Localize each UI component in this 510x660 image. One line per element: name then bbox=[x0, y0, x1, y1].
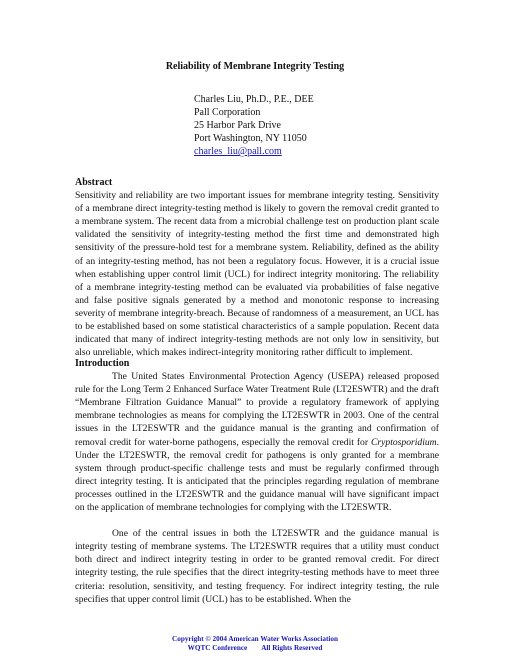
introduction-paragraph-1 bbox=[75, 370, 439, 514]
author-organization: Pall Corporation bbox=[194, 107, 261, 118]
paper-title: Reliability of Membrane Integrity Testing bbox=[165, 61, 345, 72]
abstract-heading: Abstract bbox=[75, 177, 113, 188]
author-email-link[interactable]: charles_liu@pall.com bbox=[194, 146, 282, 157]
footer-conference: WQTC Conference bbox=[187, 644, 248, 652]
author-block bbox=[194, 93, 414, 158]
author-address-line1: 25 Harbor Park Drive bbox=[194, 120, 281, 131]
intro-p1-text-a: The United States Environmental Protection Agency (USEPA) released proposed rule for the Long Term 2 Enhanced Surface Water Treatment Rule (LT2ESWTR) and the draft “Membrane Filtration Guidance Manual” to provide a regulatory framework of applying membrane technologies as means for complying the LT2ESWTR in 2003. One of the central issues in the LT2ESWTR and the guidance manual is the granting and confirmation of removal credit for water-borne pathogens, especially the removal credit for bbox=[75, 371, 439, 448]
introduction-section bbox=[75, 357, 439, 606]
intro-p1-italic-term: Cryptosporidium bbox=[371, 436, 437, 448]
paragraph-gap bbox=[75, 514, 439, 527]
abstract-section bbox=[75, 176, 439, 359]
footer-copyright: Copyright © 2004 American Water Works Association bbox=[172, 635, 338, 643]
introduction-heading: Introduction bbox=[75, 358, 130, 369]
intro-p1-text-b: . Under the LT2ESWTR, the removal credit for pathogens is only granted for a membrane system through product-specific challenge tests and must be regularly confirmed through direct integrity testing. It is anticipated that the principles regarding regulation of membrane processes outlined in the LT2ESWTR and the guidance manual will have significant impact on the application of membrane technologies for complying with the LT2ESWTR. bbox=[75, 436, 439, 514]
copyright-footer bbox=[0, 635, 510, 653]
author-name: Charles Liu, Ph.D., P.E., DEE bbox=[194, 94, 314, 105]
introduction-paragraph-2: One of the central issues in both the LT2ESWTR and the guidance manual is integrity testing of membrane systems. The LT2ESWTR requires that a utility must conduct both direct and indirect integrity testing in order to be granted removal credit. For direct integrity testing, the rule specifies that the direct integrity-testing methods have to meet three criteria: resolution, sensitivity, and testing frequency. For indirect integrity testing, the rule specifies that upper control limit (UCL) has to be established. When the bbox=[75, 528, 439, 605]
abstract-text: Sensitivity and reliability are two important issues for membrane integrity testing. Sensitivity of a membrane direct integrity-testing method is likely to govern the removal credit granted to a membrane system. The recent data from a microbial challenge test on production plant scale validated the sensitivity of integrity-testing method the first time and demonstrated high sensitivity of the pressure-hold test for a membrane system. Reliability, defined as the ability of an integrity-testing method, has not been a regulatory focus. However, it is a crucial issue when establishing upper control limit (UCL) for indirect integrity monitoring. The reliability of a membrane integrity-testing method can be evaluated via probabilities of false negative and false positive signals generated by a method and monotonic response to increasing severity of membrane integrity-breach. Because of randomness of a measurement, an UCL has to be established based on some statistical characteristics of a sample population. Recent data indicated that many of indirect integrity-testing methods are not only low in sensitivity, but also unreliable, which makes indirect-integrity monitoring rather difficult to implement. bbox=[75, 190, 439, 359]
footer-rights: All Rights Reserved bbox=[261, 644, 323, 652]
footer-line2 bbox=[0, 644, 510, 653]
author-address-line2: Port Washington, NY 11050 bbox=[194, 133, 307, 144]
